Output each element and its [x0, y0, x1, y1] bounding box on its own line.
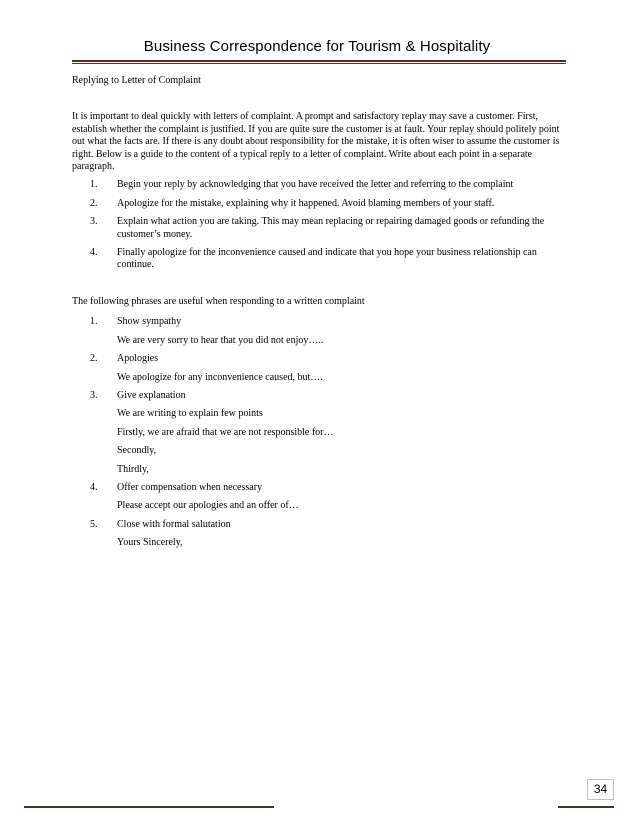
list-number: 1.	[90, 316, 98, 328]
phrases-list	[72, 316, 566, 549]
phrase-example: We are very sorry to hear that you did not enjoy…..	[117, 334, 324, 346]
header-rule	[72, 60, 566, 62]
list-item	[72, 247, 566, 272]
list-text: Finally apologize for the inconvenience caused and indicate that you hope your business relationship can continue.	[117, 247, 537, 271]
phrase-example: Yours Sincerely,	[117, 537, 183, 549]
section-title: Replying to Letter of Complaint	[72, 75, 201, 86]
list-number: 3.	[90, 389, 98, 401]
page-body	[72, 75, 566, 556]
phrase-example: We apologize for any inconvenience caused, but….	[117, 371, 323, 383]
list-number: 2.	[90, 353, 98, 365]
list-item	[72, 198, 566, 210]
phrase-label: Show sympathy	[117, 316, 182, 328]
list-item	[72, 482, 566, 513]
list-number: 4.	[90, 247, 98, 259]
list-item	[72, 390, 566, 476]
phrase-example: We are writing to explain few points	[117, 408, 263, 420]
page-number: 34	[587, 779, 614, 800]
list-item	[72, 179, 566, 191]
list-item	[72, 316, 566, 347]
intro-paragraph: It is important to deal quickly with letters of complaint. A prompt and satisfactory replay may save a customer. First, establish whether the complaint is justified. If you are quite sure the customer is at fault. Your replay should politely point out what the facts are. If there is any doubt about responsibility for the mistake, it is often wiser to assume the customer is right. Below is a guide to the content of a typical reply to a letter of complaint. Write about each point in a separate paragraph.	[72, 111, 560, 173]
list-number: 1.	[90, 179, 98, 191]
header-rule-thin	[72, 63, 566, 64]
reply-steps-list	[72, 179, 566, 271]
phrase-example: Firstly, we are afraid that we are not responsible for…	[117, 426, 334, 438]
list-number: 4.	[90, 481, 98, 493]
list-item	[72, 519, 566, 550]
phrases-intro: The following phrases are useful when responding to a written complaint	[72, 295, 365, 307]
phrase-label: Offer compensation when necessary	[117, 481, 263, 493]
phrase-label: Apologies	[117, 353, 159, 365]
list-item	[72, 353, 566, 384]
phrase-example: Secondly,	[117, 445, 157, 457]
list-item	[72, 216, 566, 241]
list-number: 3.	[90, 216, 98, 228]
list-number: 5.	[90, 518, 98, 530]
phrase-label: Close with formal salutation	[117, 518, 231, 530]
footer-rule	[558, 806, 614, 808]
list-number: 2.	[90, 197, 98, 209]
list-text: Apologize for the mistake, explaining why it happened. Avoid blaming members of your staff.	[117, 197, 495, 209]
list-text: Explain what action you are taking. This may mean replacing or repairing damaged goods or refunding the customer’s money.	[117, 216, 545, 240]
footer-rule	[24, 806, 274, 808]
phrase-example: Please accept our apologies and an offer of…	[117, 500, 299, 512]
page-header-title: Business Correspondence for Tourism & Hospitality	[143, 38, 491, 55]
phrase-label: Give explanation	[117, 389, 186, 401]
list-text: Begin your reply by acknowledging that you have received the letter and referring to the complaint	[117, 179, 514, 191]
phrase-example: Thirdly,	[117, 463, 149, 475]
